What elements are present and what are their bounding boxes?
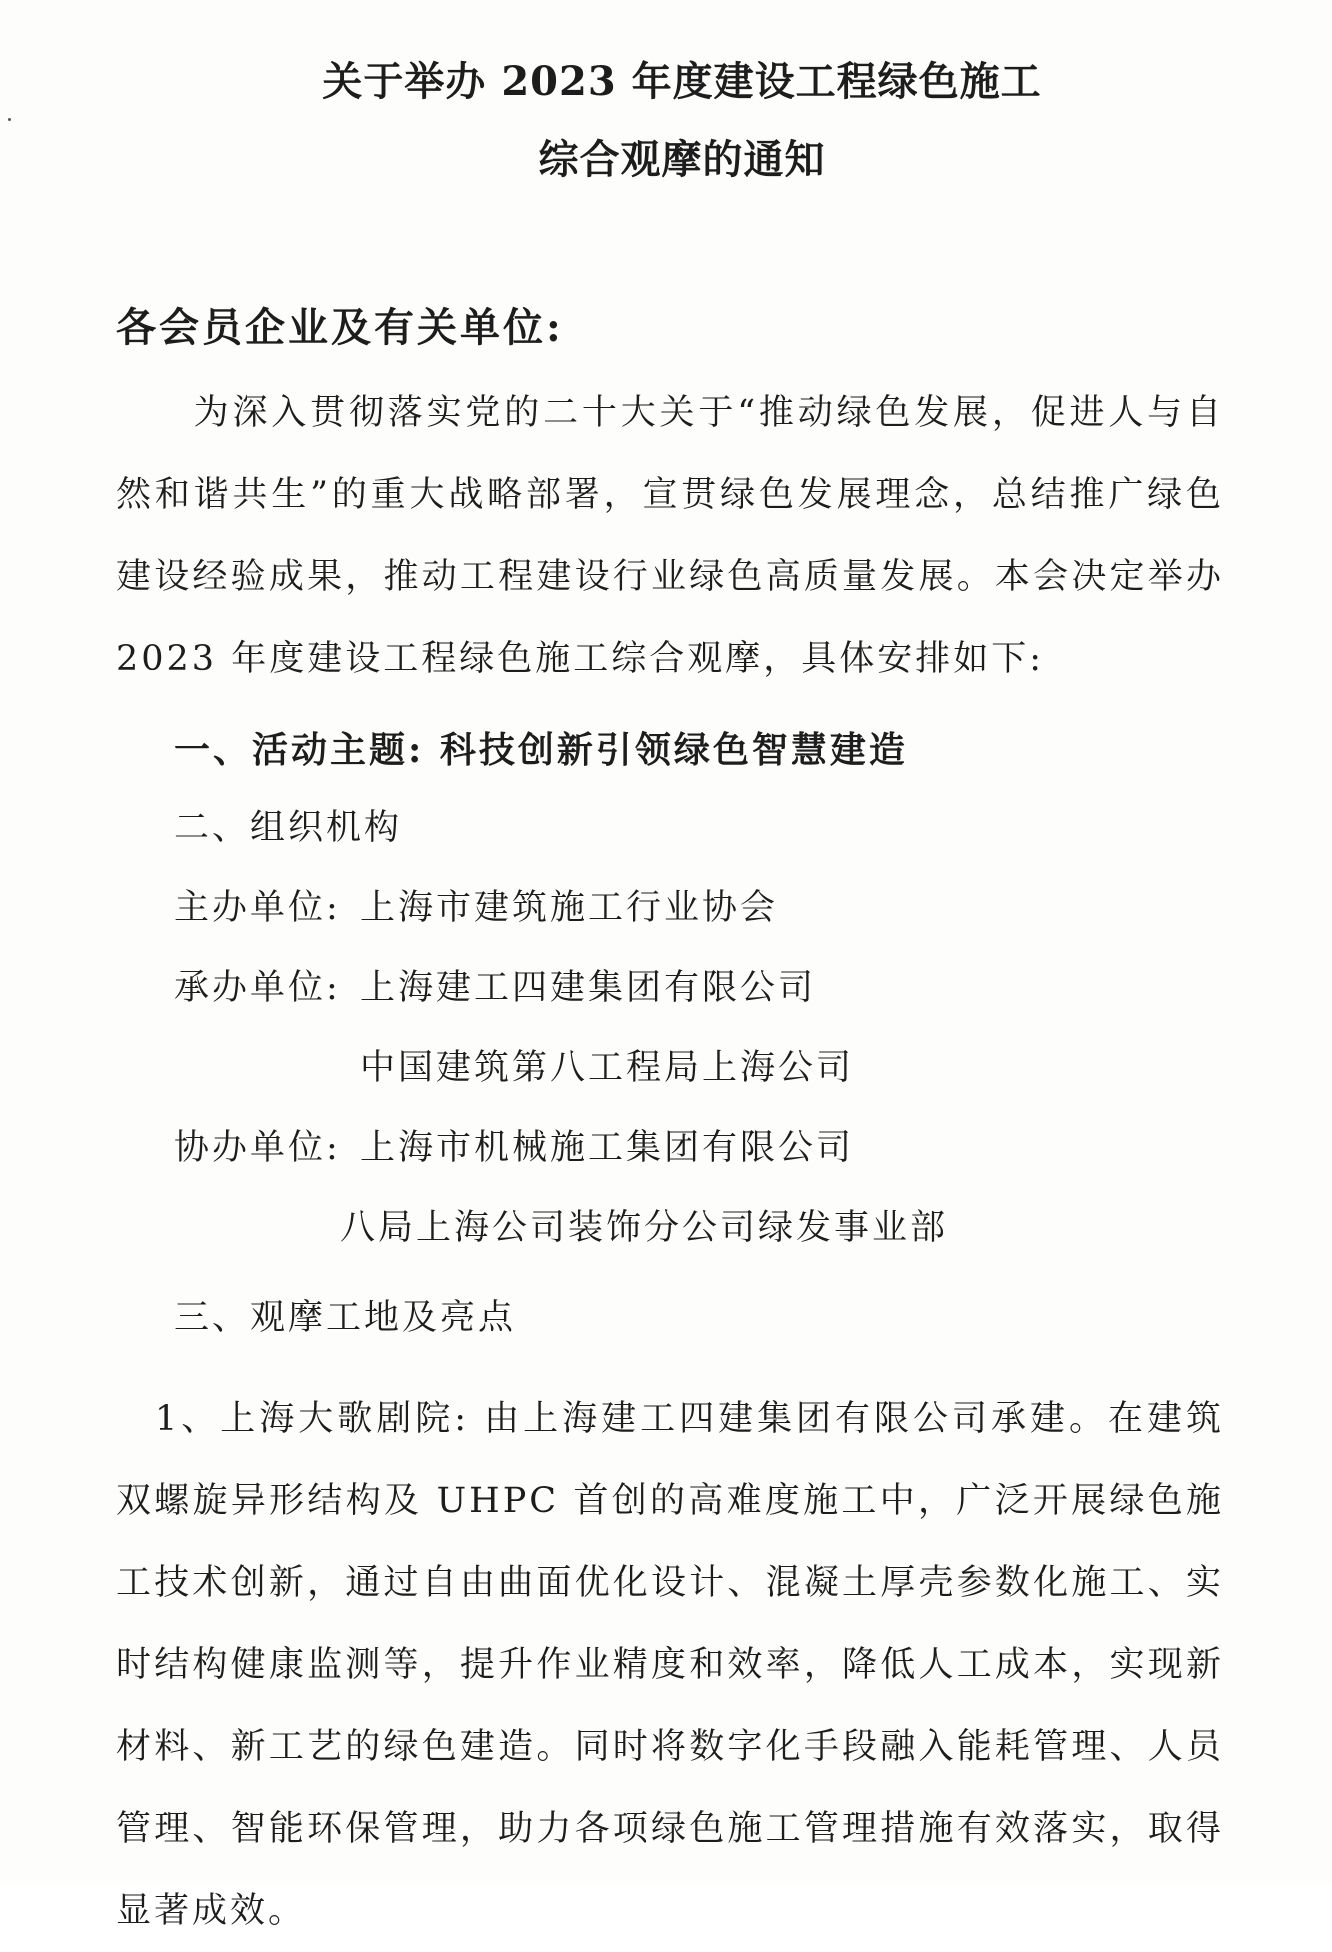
salutation: 各会员企业及有关单位: [116, 304, 564, 351]
notice-title-line-1: 关于举办 2023 年度建设工程绿色施工 [322, 58, 1042, 105]
notice-title-line-2: 综合观摩的通知 [538, 136, 826, 183]
coorganizer-value-1: 上海市机械施工集团有限公司 [360, 1128, 855, 1168]
host-label: 主办单位: [174, 888, 341, 928]
scan-speck [8, 118, 11, 121]
item-1-paragraph: 1、上海大歌剧院: 由上海建工四建集团有限公司承建。在建筑双螺旋异形结构及 UHPC 首创的高难度施工中，广泛开展绿色施工技术创新，通过自由曲面优化设计、混凝土厚壳参数化施工、实时结构健康监测等，提升作业精度和效率，降低人工成本，实现新材料、新工艺的绿色建造。同时将数字化手段融入能耗管理、人员管理、智能环保管理，助力各项绿色施工管理措施有效落实，取得显著成效。 [116, 1399, 1224, 1931]
organizer-value-1: 上海建工四建集团有限公司 [360, 968, 817, 1008]
host-value: 上海市建筑施工行业协会 [360, 888, 779, 928]
organizer-value-2: 中国建筑第八工程局上海公司 [360, 1048, 855, 1088]
section-3-heading: 三、观摩工地及亮点 [174, 1298, 517, 1338]
section-1-theme: 一、活动主题: 科技创新引领绿色智慧建造 [174, 729, 908, 771]
coorganizer-label: 协办单位: [174, 1128, 341, 1168]
intro-paragraph: 为深入贯彻落实党的二十大关于“推动绿色发展，促进人与自然和谐共生”的重大战略部署，宣贯绿色发展理念，总结推广绿色建设经验成果，推动工程建设行业绿色高质量发展。本会决定举办 2023 年度建设工程绿色施工综合观摩，具体安排如下: [116, 393, 1224, 679]
section-2-heading: 二、组织机构 [174, 808, 403, 848]
organizer-label: 承办单位: [174, 968, 341, 1008]
coorganizer-value-2: 八局上海公司装饰分公司绿发事业部 [340, 1208, 949, 1248]
